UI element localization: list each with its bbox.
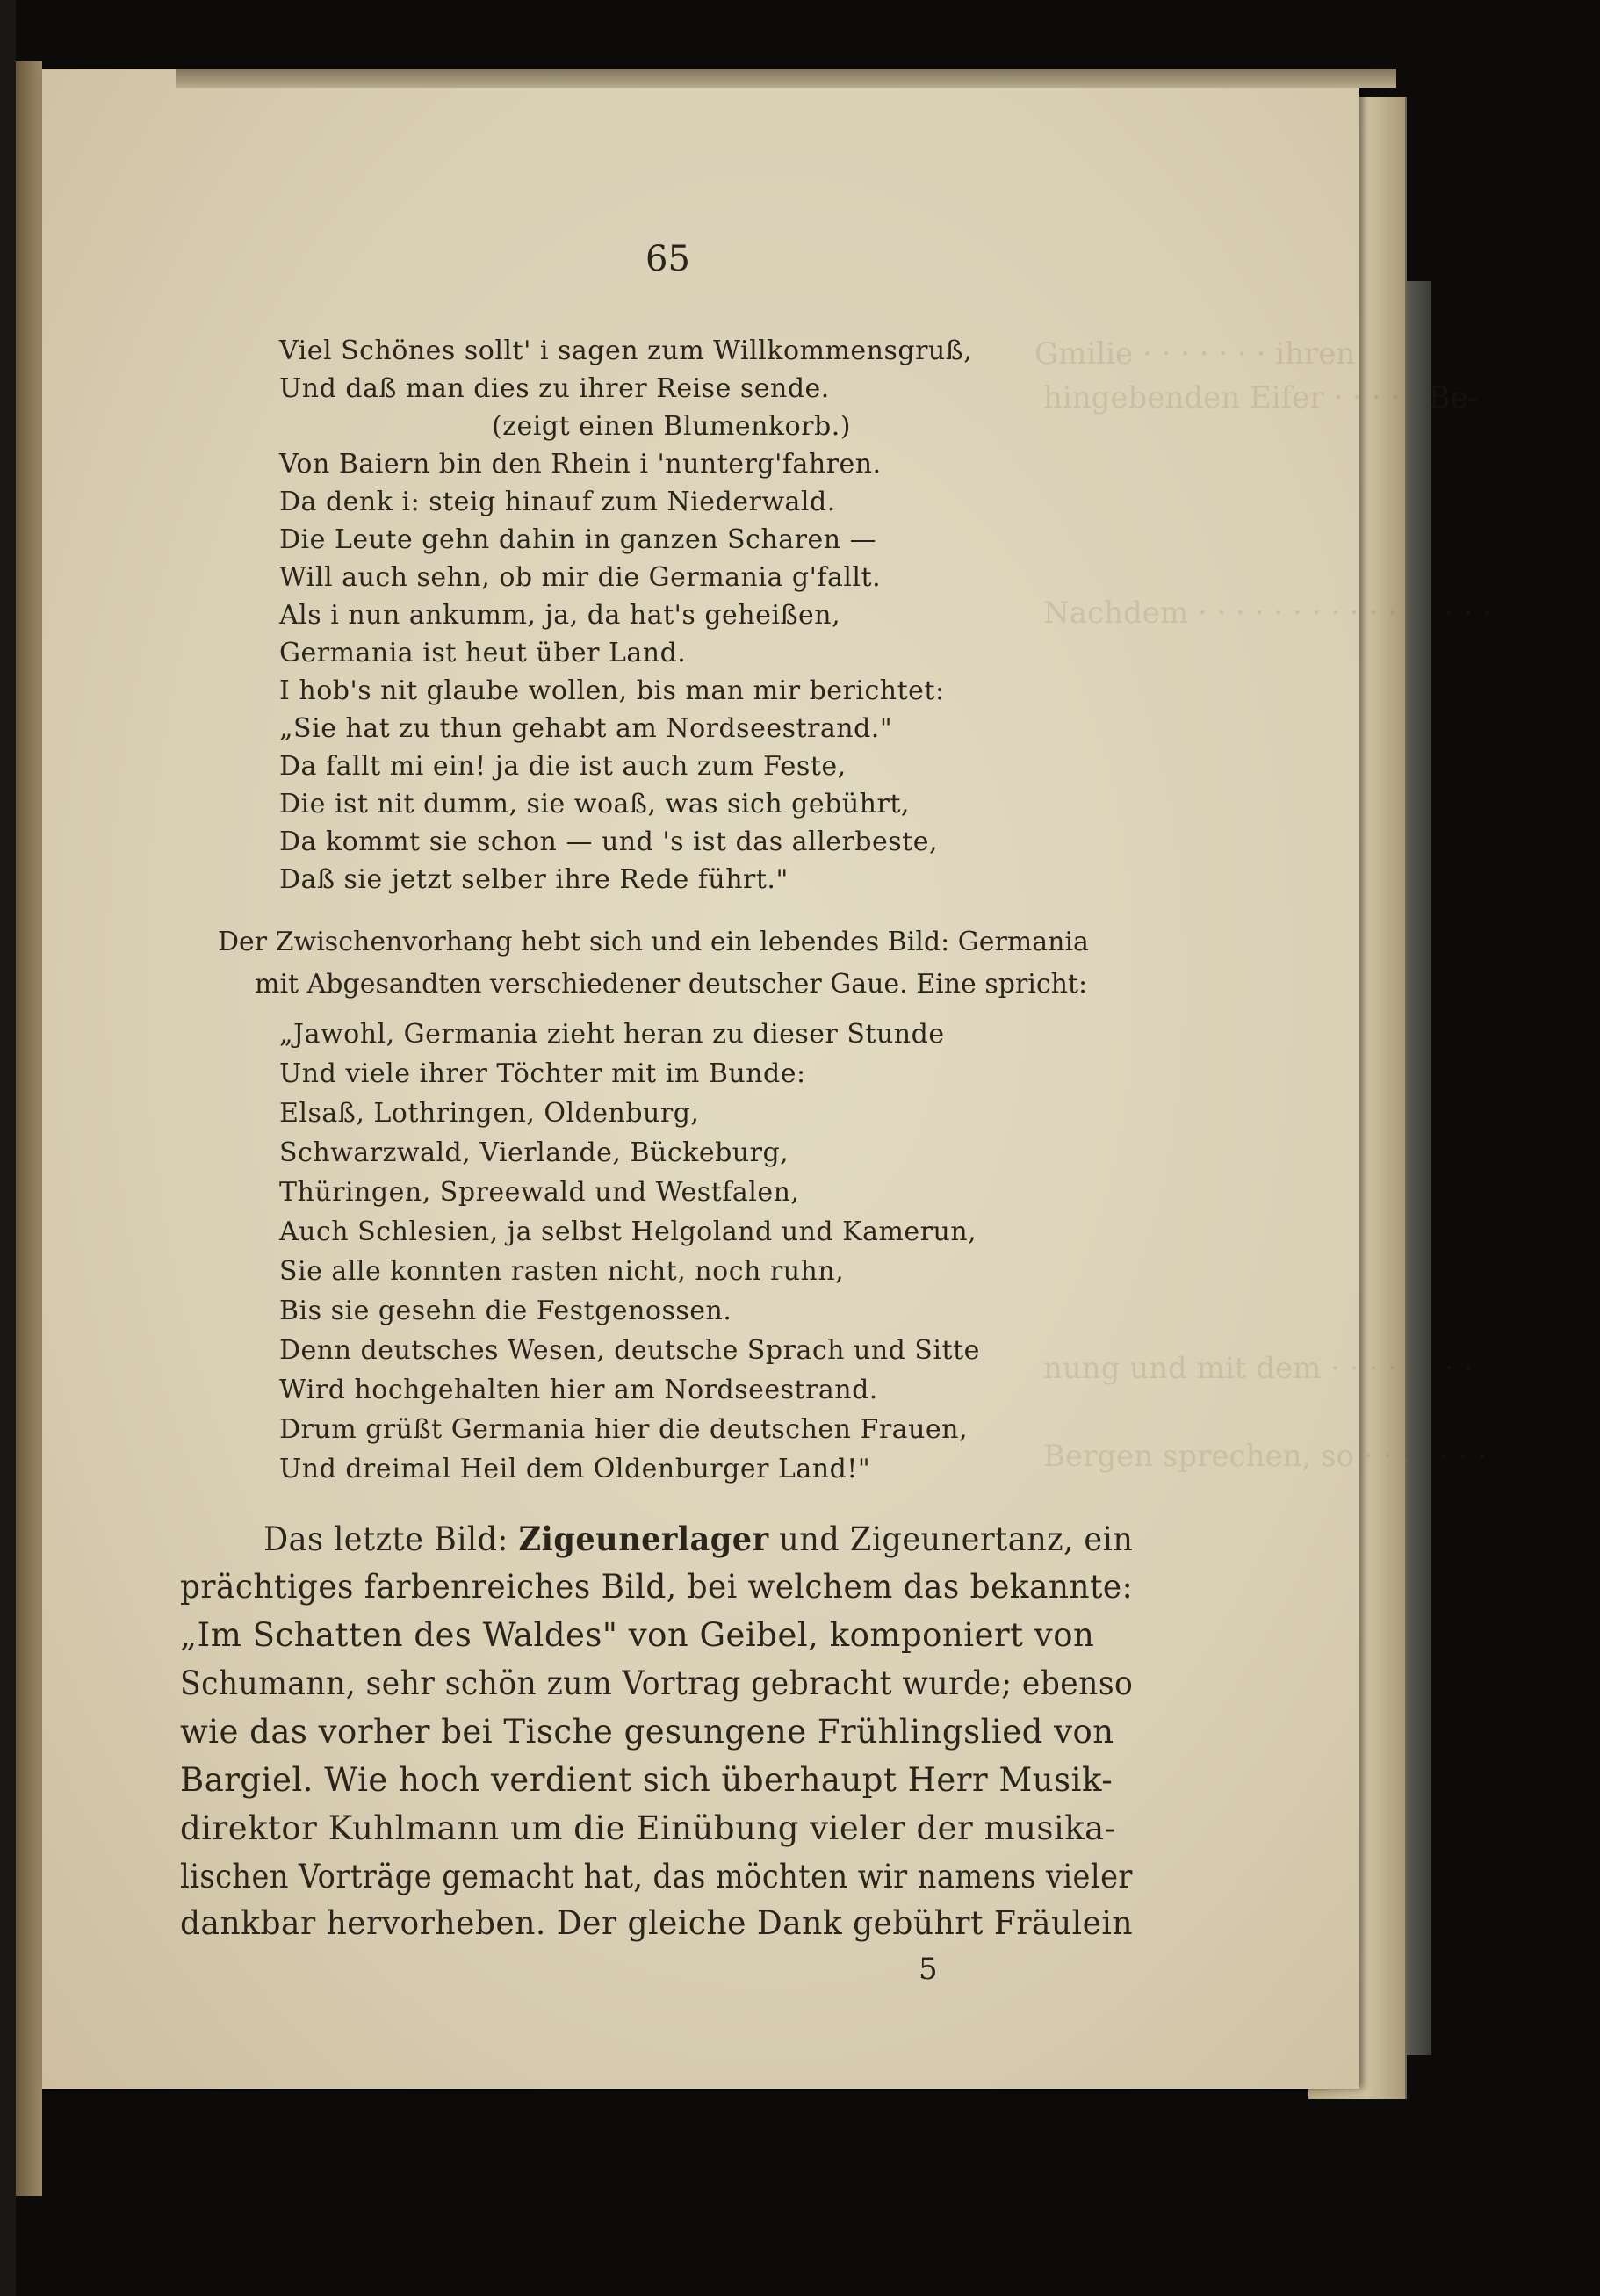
poem-line: Auch Schlesien, ja selbst Helgoland und Kamerun, — [279, 1217, 977, 1247]
poem-line: Und dreimal Heil dem Oldenburger Land!" — [279, 1454, 871, 1484]
show-through: Bergen sprechen, so · · · · · · · — [1043, 1439, 1488, 1474]
poem-line: Viel Schönes sollt' i sagen zum Willkommensgruß, — [279, 336, 973, 366]
poem-line: Elsaß, Lothringen, Oldenburg, — [279, 1098, 700, 1129]
left-page-edge — [16, 61, 42, 2196]
stage-line: mit Abgesandten verschiedener deutscher Gaue. Eine spricht: — [255, 969, 1088, 1000]
prose-text: Das letzte Bild: — [263, 1520, 519, 1558]
poem-line: (zeigt einen Blumenkorb.) — [492, 411, 851, 442]
poem-line: Die Leute gehn dahin in ganzen Scharen — — [279, 524, 877, 555]
poem-line: Denn deutsches Wesen, deutsche Sprach und Sitte — [279, 1335, 980, 1366]
prose-line: direktor Kuhlmann um die Einübung vieler der musika- — [180, 1809, 1116, 1847]
page-top-edge — [176, 69, 1396, 88]
poem-line: I hob's nit glaube wollen, bis man mir berichtet: — [279, 675, 945, 706]
prose-text: und Zigeunertanz, ein — [768, 1520, 1134, 1558]
poem-line: Sie alle konnten rasten nicht, noch ruhn, — [279, 1256, 845, 1287]
prose-line: „Im Schatten des Waldes" von Geibel, komponiert von — [180, 1616, 1095, 1654]
prose-line: prächtiges farbenreiches Bild, bei welchem das bekannte: — [180, 1568, 1134, 1606]
poem-line: Thüringen, Spreewald und Westfalen, — [279, 1177, 800, 1208]
prose-line: Bargiel. Wie hoch verdient sich überhaupt Herr Musik- — [180, 1761, 1114, 1799]
prose-line — [263, 1520, 1133, 1558]
poem-line: Bis sie gesehn die Festgenossen. — [279, 1296, 732, 1326]
poem-line: Daß sie jetzt selber ihre Rede führt." — [279, 864, 789, 895]
poem-line: Da kommt sie schon — und 's ist das allerbeste, — [279, 827, 938, 857]
poem-line: Und viele ihrer Töchter mit im Bunde: — [279, 1058, 806, 1089]
emphasis-zigeunerlager: Zigeunerlager — [518, 1520, 769, 1558]
poem-line: Und daß man dies zu ihrer Reise sende. — [279, 373, 830, 404]
show-through: nung und mit dem · · · · · · · · — [1043, 1351, 1474, 1386]
book-spine-left — [0, 0, 16, 2296]
prose-line: lischen Vorträge gemacht hat, das möchten wir namens vieler — [180, 1858, 1133, 1895]
poem-line: Germania ist heut über Land. — [279, 638, 687, 668]
poem-line: „Sie hat zu thun gehabt am Nordseestrand." — [279, 713, 893, 744]
poem-line: Wird hochgehalten hier am Nordseestrand. — [279, 1375, 878, 1405]
poem-line: Die ist nit dumm, sie woaß, was sich gebührt, — [279, 789, 910, 819]
poem-line: Will auch sehn, ob mir die Germania g'fallt. — [279, 562, 882, 593]
prose-line: dankbar hervorheben. Der gleiche Dank gebührt Fräulein — [180, 1904, 1134, 1942]
poem-line: Da denk i: steig hinauf zum Niederwald. — [279, 487, 836, 517]
poem-line: Drum grüßt Germania hier die deutschen Frauen, — [279, 1414, 969, 1445]
show-through: hingebenden Eifer · · · · · Be- — [1043, 380, 1479, 415]
prose-line: Schumann, sehr schön zum Vortrag gebracht wurde; ebenso — [180, 1664, 1134, 1702]
show-through: Gmilie · · · · · · · ihren — [1034, 336, 1356, 372]
page-number: 65 — [645, 239, 690, 279]
poem-line: Da fallt mi ein! ja die ist auch zum Feste, — [279, 751, 847, 782]
prose-line: wie das vorher bei Tische gesungene Frühlingslied von — [180, 1713, 1114, 1751]
stage-line: Der Zwischenvorhang hebt sich und ein lebendes Bild: Germania — [218, 927, 1089, 957]
poem-line: Als i nun ankumm, ja, da hat's geheißen, — [279, 600, 841, 631]
signature-mark: 5 — [919, 1952, 938, 1987]
poem-line: Von Baiern bin den Rhein i 'nunterg'fahren. — [279, 449, 882, 480]
poem-line: „Jawohl, Germania zieht heran zu dieser Stunde — [279, 1019, 945, 1050]
poem-line: Schwarzwald, Vierlande, Bückeburg, — [279, 1137, 789, 1168]
show-through: Nachdem · · · · · · · · · · · · · · · · — [1043, 596, 1492, 631]
